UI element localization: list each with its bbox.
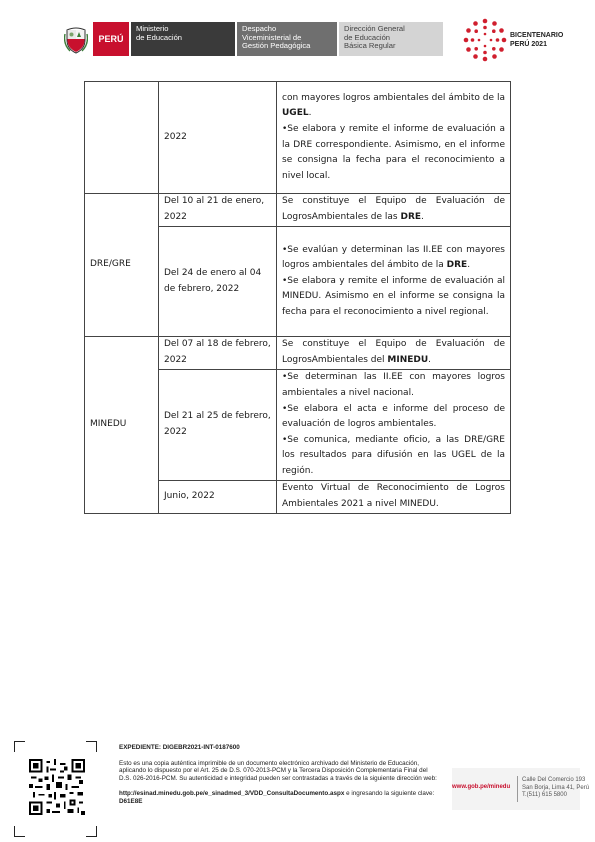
activity-cell: •Se evalúan y determinan las II.EE con mayores logros ambientales del ámbito de la DRE. •Se elabora y remite el informe de evaluación al MINEDU. Asimismo en el informe se consigna la fecha para el reconocimiento a nivel regional. <box>277 227 511 337</box>
date-cell: Junio, 2022 <box>159 481 277 514</box>
activity-cell: Se constituye el Equipo de Evaluación de LogrosAmbientales de las DRE. <box>277 194 511 227</box>
date-cell: 2022 <box>159 82 277 194</box>
activity-cell: Evento Virtual de Reconocimiento de Logros Ambientales 2021 a nivel MINEDU. <box>277 481 511 514</box>
qr-code-icon <box>29 759 85 815</box>
table-row <box>85 337 511 370</box>
footer-notice: EXPEDIENTE: DIGEBR2021-INT-0187600 Esto es una copia auténtica imprimible de un documento electrónico archivado del Ministerio de Educación, aplicando lo dispuesto por el Art. 25 de D.S. 070-2013-PCM y la Tercera Disposición Complementaria Final del D.S. 026-2016-PCM. Su autenticidad e integridad pueden ser contrastadas a través de la siguiente dirección web: http://esinad.minedu.gob.pe/e_sinadmed_3/VDD_ConsultaDocumento.aspx e ingresando la siguiente clave: D61E8E <box>119 744 441 806</box>
table-row <box>85 194 511 227</box>
institution-directorate: Dirección General de Educación Básica Regular <box>339 22 443 56</box>
verification-key: D61E8E <box>119 797 143 805</box>
institution-ministry: Ministerio de Educación <box>131 22 235 56</box>
activity-cell: con mayores logros ambientales del ámbito de la UGEL. •Se elabora y remite el informe de evaluación a la DRE correspondiente. Asimismo, en el informe se consigna la fecha para el reconocimiento a nivel local. <box>277 82 511 194</box>
bicentenario-logo-icon <box>463 18 507 62</box>
verification-link[interactable]: http://esinad.minedu.gob.pe/e_sinadmed_3/VDD_ConsultaDocumento.aspx <box>119 790 345 798</box>
peru-label: PERÚ <box>93 22 129 56</box>
actor-cell-minedu: MINEDU <box>85 337 159 514</box>
activity-cell: Se constituye el Equipo de Evaluación de LogrosAmbientales del MINEDU. <box>277 337 511 370</box>
table-row <box>85 82 511 194</box>
actor-cell <box>85 82 159 194</box>
activity-cell: •Se determinan las II.EE con mayores logros ambientales a nivel nacional. •Se elabora el acta e informe del proceso de evaluación de logros ambientales. •Se comunica, mediante oficio, a las DRE/GRE los resultados para difusión en las UGEL de la región. <box>277 370 511 481</box>
address-block: Calle Del Comercio 193 San Borja, Lima 41, Perú T.(511) 615 5800 <box>522 777 590 799</box>
bicentenario-label: BICENTENARIO PERÚ 2021 <box>510 32 564 48</box>
frame-corner <box>14 826 25 837</box>
date-cell: Del 07 al 18 de febrero, 2022 <box>159 337 277 370</box>
date-cell: Del 21 al 25 de febrero, 2022 <box>159 370 277 481</box>
frame-corner <box>86 741 97 752</box>
divider <box>517 776 518 802</box>
frame-corner <box>14 741 25 752</box>
expediente-number: EXPEDIENTE: DIGEBR2021-INT-0187600 <box>119 744 240 751</box>
date-cell: Del 24 de enero al 04 de febrero, 2022 <box>159 227 277 337</box>
authenticity-notice: Esto es una copia auténtica imprimible de un documento electrónico archivado del Ministerio de Educación, aplicando lo dispuesto por el Art. 25 de D.S. 070-2013-PCM y la Tercera Disposición Complementaria Final del D.S. 026-2016-PCM. Su autenticidad e integridad pueden ser contrastadas a través de la siguiente dirección web: <box>119 759 437 782</box>
institution-vice-ministry: Despacho Viceministerial de Gestión Pedagógica <box>237 22 337 56</box>
date-cell: Del 10 al 21 de enero, 2022 <box>159 194 277 227</box>
actor-cell-dre: DRE/GRE <box>85 194 159 337</box>
frame-corner <box>86 826 97 837</box>
page-header <box>0 0 595 80</box>
minedu-website-link[interactable]: www.gob.pe/minedu <box>452 784 511 790</box>
coat-of-arms-icon <box>64 26 88 54</box>
schedule-table <box>84 81 511 514</box>
